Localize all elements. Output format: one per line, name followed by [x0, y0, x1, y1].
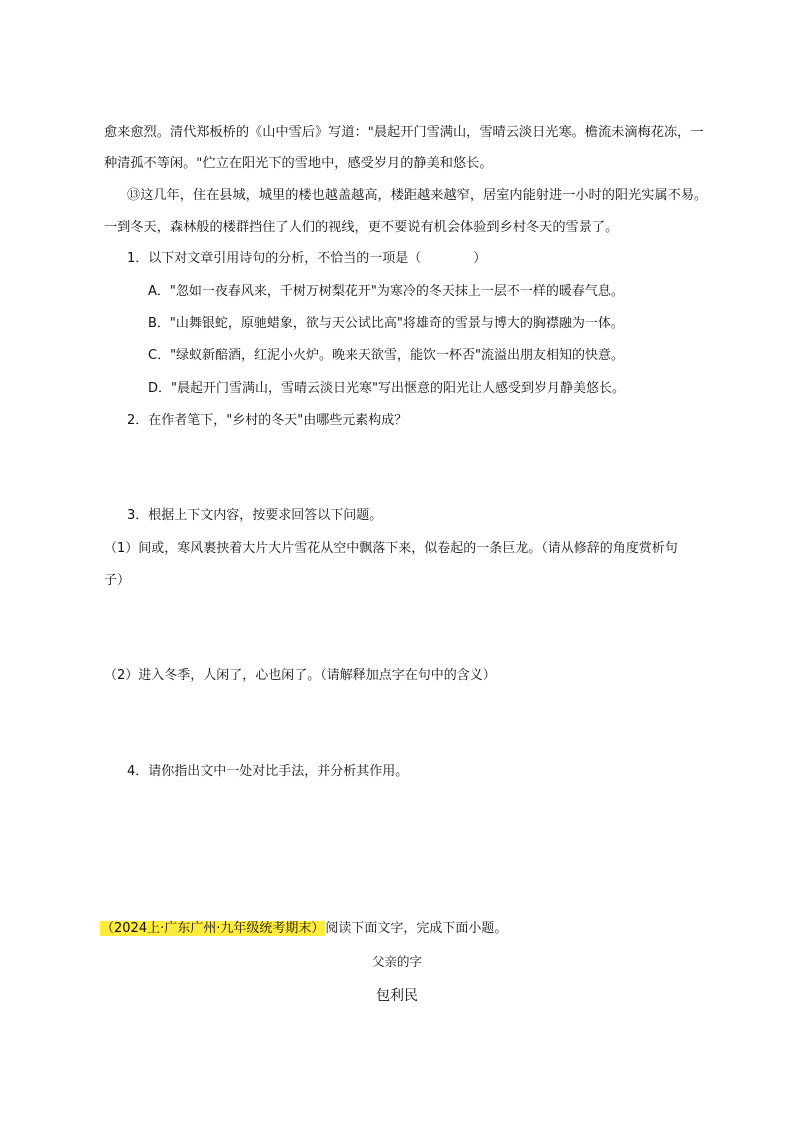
- next-section-instruction: 阅读下面文字，完成下面小题。: [325, 921, 508, 936]
- question-1-option-c[interactable]: C．"绿蚁新醅酒，红泥小火炉。晚来天欲雪，能饮一杯否"流溢出朋友相知的快意。: [148, 348, 625, 363]
- source-tag-highlight: （2024上·广东广州·九年级统考期末）: [101, 921, 325, 936]
- article-author: 包利民: [376, 988, 418, 1004]
- passage-line-1: 愈来愈烈。清代郑板桥的《山中雪后》写道："晨起开门雪满山，雪晴云淡日光寒。檐流未滴梅花冻，一: [104, 125, 704, 140]
- paragraph-13-second-line: 一到冬天，森林般的楼群挡住了人们的视线，更不要说有机会体验到乡村冬天的雪景了。: [104, 220, 619, 235]
- question-1-option-a[interactable]: A．"忽如一夜春风来，千树万树梨花开"为寒冷的冬天抹上一层不一样的暖春气息。: [148, 284, 624, 299]
- passage-line-2: 种清孤不等闲。"伫立在阳光下的雪地中，感受岁月的静美和悠长。: [104, 156, 493, 171]
- question-3-sub-2: （2）进入冬季，人闲了，心也闲了。（请解释加点字在句中的含义）: [104, 668, 496, 683]
- question-1-stem: 1．以下对文章引用诗句的分析，不恰当的一项是（ ）: [127, 251, 487, 266]
- question-3-sub-1-line-2: 子）: [104, 573, 131, 588]
- next-section-intro-line: [100, 920, 507, 938]
- paragraph-13-text-1: 这几年，住在县城，城里的楼也越盖越高，楼距越来越窄，居室内能射进一小时的阳光实属不易。: [140, 188, 708, 203]
- question-4-stem: 4．请你指出文中一处对比手法，并分析其作用。: [127, 764, 409, 779]
- question-3-sub-1-line-1: （1）间或，寒风裹挟着大片大片雪花从空中飘落下来，似卷起的一条巨龙。（请从修辞的角度赏析句: [104, 541, 678, 556]
- question-2-stem: 2．在作者笔下，"乡村的冬天"由哪些元素构成？: [127, 413, 408, 428]
- paragraph-number-marker: ⑬: [127, 188, 141, 203]
- paragraph-13-first-line: [127, 187, 707, 205]
- question-3-stem: 3．根据上下文内容，按要求回答以下问题。: [127, 508, 383, 523]
- question-1-option-b[interactable]: B．"山舞银蛇，原驰蜡象，欲与天公试比高"将雄奇的雪景与博大的胸襟融为一体。: [148, 316, 624, 331]
- article-title: 父亲的字: [371, 954, 422, 969]
- question-1-option-d[interactable]: D．"晨起开门雪满山，雪晴云淡日光寒"写出惬意的阳光让人感受到岁月静美悠长。: [148, 381, 625, 396]
